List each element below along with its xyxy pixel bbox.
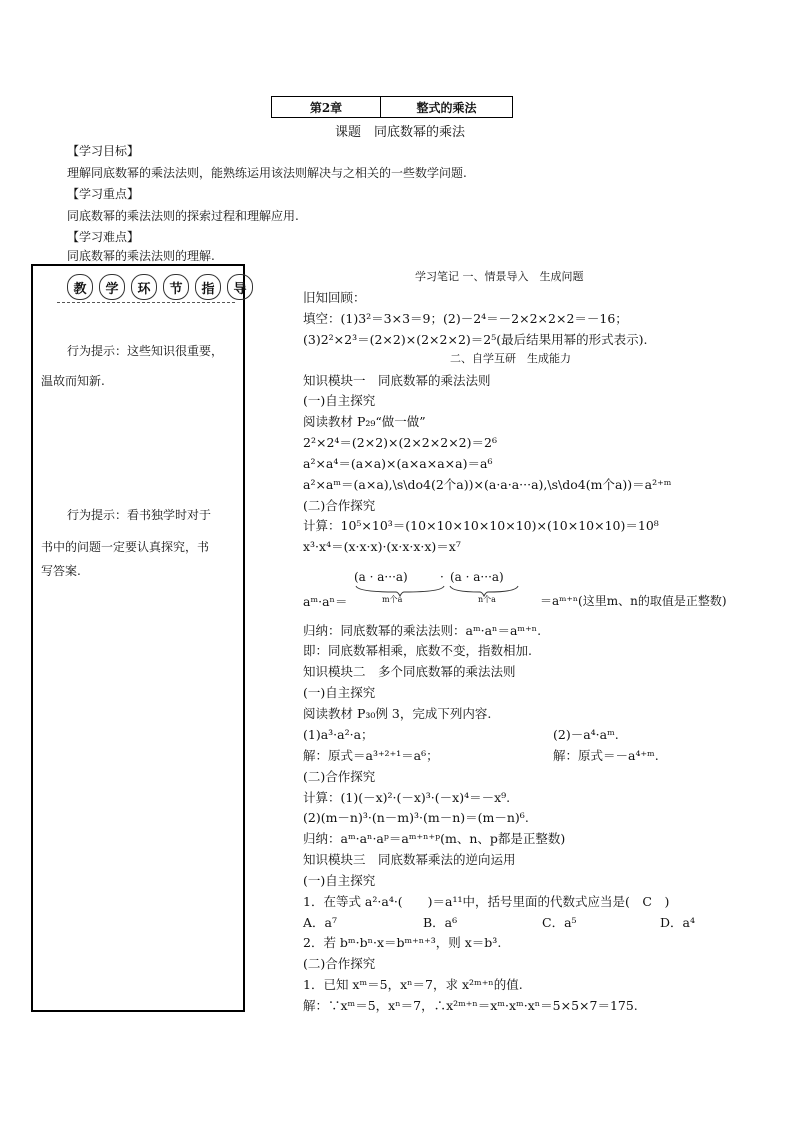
goal-label: 【学习目标】: [67, 144, 140, 158]
coop-explore-1: (二)合作探究: [303, 498, 376, 513]
guide-title-char: 节: [163, 274, 189, 300]
fill-line-2: (3)2²×2³＝(2×2)×(2×2×2)＝2⁵(最后结果用幂的形式表示).: [303, 332, 648, 347]
example-1: (1)a³·a²·a；: [303, 727, 374, 742]
module-2-heading: 知识模块二 多个同底数幂的乘法法则: [303, 664, 516, 679]
chapter-title: 整式的乘法: [416, 100, 477, 115]
chapter-number: 第2章: [272, 97, 381, 117]
hint1-line1: 行为提示：这些知识很重要，: [67, 344, 224, 358]
hint2-line2: 书中的问题一定要认真探究，书: [41, 540, 210, 554]
self-explore-2: (一)自主探究: [303, 685, 376, 700]
self-explore-1: (一)自主探究: [303, 393, 376, 408]
guide-title-char: 学: [99, 274, 125, 300]
guide-title-char: 环: [131, 274, 157, 300]
teaching-guide-box: [31, 264, 245, 1012]
hint2-line1: 行为提示：看书独学时对于: [67, 508, 212, 522]
option-b: B．a⁶: [423, 915, 458, 930]
key-text: 同底数幂的乘法法则的探索过程和理解应用.: [67, 209, 299, 223]
lesson-title: 课题 同底数幂的乘法: [335, 125, 466, 140]
equation-1: 2²×2⁴＝(2×2)×(2×2×2×2)＝2⁶: [303, 435, 497, 450]
difficulty-text: 同底数幂的乘法法则的理解.: [67, 249, 215, 263]
equation-3: a²×aᵐ＝(a×a),\s\do4(2个a))×(a·a·a···a),\s\do4(m个a))＝a²⁺ᵐ: [303, 477, 672, 492]
guide-title-char: 教: [67, 274, 93, 300]
option-d: D．a⁴: [660, 915, 695, 930]
brace-lines: [354, 584, 534, 598]
difficulty-label: 【学习难点】: [67, 230, 140, 244]
brace-right-note: n个a: [478, 595, 496, 604]
induction-2: 即：同底数幂相乘，底数不变，指数相加.: [303, 643, 532, 658]
question-3: 1．已知 xᵐ＝5，xⁿ＝7，求 x²ᵐ⁺ⁿ的值.: [303, 977, 523, 992]
coop-explore-3: (二)合作探究: [303, 956, 376, 971]
question-1: 1．在等式 a²·a⁴·( )＝a¹¹中，括号里面的代数式应当是( C ): [303, 894, 670, 909]
chapter-header: [271, 96, 513, 118]
module-1-heading: 知识模块一 同底数幂的乘法法则: [303, 373, 491, 388]
review-label: 旧知回顾：: [303, 290, 366, 305]
coop-explore-2: (二)合作探究: [303, 769, 376, 784]
module-3-heading: 知识模块三 同底数幂乘法的逆向运用: [303, 852, 516, 867]
brace-left-group: (a · a···a): [354, 570, 408, 584]
equation-2: a²×a⁴＝(a×a)×(a×a×a×a)＝a⁶: [303, 456, 493, 471]
question-2: 2．若 bᵐ·bⁿ·x＝bᵐ⁺ⁿ⁺³，则 x＝b³.: [303, 935, 502, 950]
example-2: (2)－a⁴·aᵐ.: [553, 727, 619, 742]
induction-3: 归纳：aᵐ·aⁿ·aᵖ＝aᵐ⁺ⁿ⁺ᵖ(m、n、p都是正整数): [303, 831, 566, 846]
calc-line-1: 计算：10⁵×10³＝(10×10×10×10×10)×(10×10×10)＝10⁸: [303, 518, 659, 533]
section-1-heading: 学习笔记 一、情景导入 生成问题: [415, 270, 584, 283]
guide-title-char: 导: [227, 274, 253, 300]
option-c: C．a⁵: [542, 915, 577, 930]
hint1-line2: 温故而知新.: [41, 374, 105, 388]
induction-1: 归纳：同底数幂的乘法法则：aᵐ·aⁿ＝aᵐ⁺ⁿ.: [303, 623, 542, 638]
formula-lhs: aᵐ·aⁿ＝: [303, 594, 348, 609]
calc-line-2: x³·x⁴＝(x·x·x)·(x·x·x·x)＝x⁷: [303, 539, 461, 554]
self-explore-3: (一)自主探究: [303, 873, 376, 888]
solution-1: 解：原式＝a³⁺²⁺¹＝a⁶；: [303, 748, 439, 763]
formula-rhs: ＝aᵐ⁺ⁿ(这里m、n的取值是正整数): [540, 594, 727, 608]
goal-text: 理解同底数幂的乘法法则，能熟练运用该法则解决与之相关的一些数学问题.: [67, 166, 467, 180]
hint2-line3: 写答案.: [41, 564, 81, 578]
section-2-heading: 二、自学互研 生成能力: [450, 352, 571, 365]
guide-divider: [57, 302, 235, 303]
calc-line-3: 计算：(1)(－x)²·(－x)³·(－x)⁴＝－x⁹.: [303, 790, 511, 805]
fill-line-1: 填空：(1)3²＝3×3＝9；(2)－2⁴＝－2×2×2×2＝－16；: [303, 311, 628, 326]
option-a: A．a⁷: [303, 915, 337, 930]
brace-right-group: (a · a···a): [450, 570, 504, 584]
key-label: 【学习重点】: [67, 187, 140, 201]
read-textbook-2: 阅读教材 P₃₀例 3，完成下列内容.: [303, 706, 492, 721]
brace-left-note: m个a: [382, 595, 403, 604]
guide-title: [67, 274, 253, 300]
calc-line-4: (2)(m－n)³·(n－m)³·(m－n)＝(m－n)⁶.: [303, 810, 529, 825]
guide-title-char: 指: [195, 274, 221, 300]
solution-2: 解：原式＝－a⁴⁺ᵐ.: [553, 748, 659, 763]
read-textbook-1: 阅读教材 P₂₉“做一做”: [303, 414, 426, 429]
multiply-dot: ·: [440, 570, 444, 584]
solution-3: 解：∵xᵐ＝5，xⁿ＝7，∴x²ᵐ⁺ⁿ＝xᵐ·xᵐ·xⁿ＝5×5×7＝175.: [303, 998, 638, 1013]
